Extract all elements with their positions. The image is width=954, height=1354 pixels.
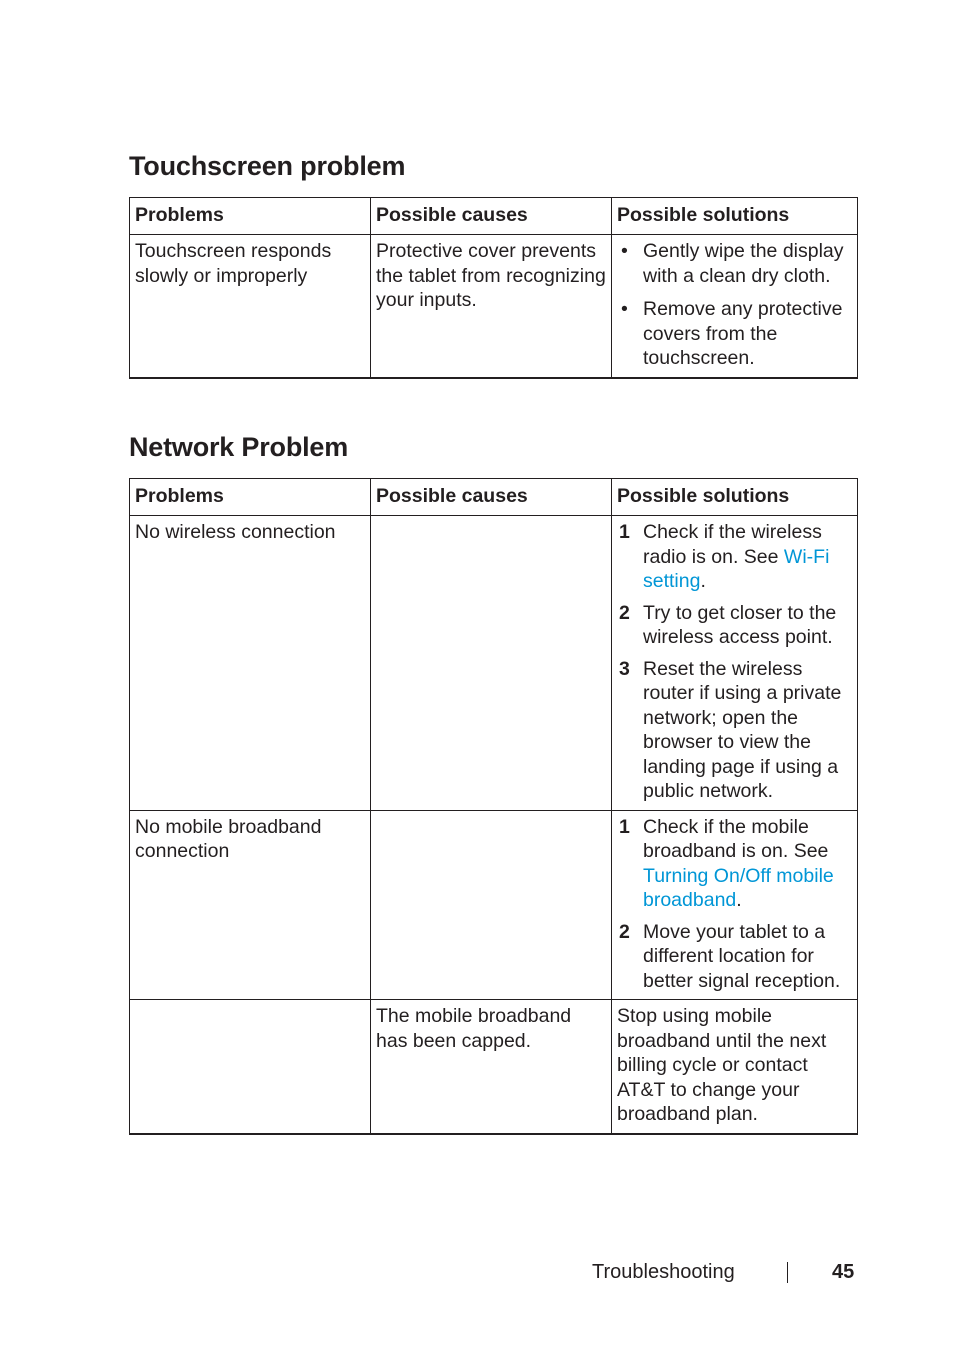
touchscreen-table — [129, 197, 858, 379]
cause-cell: The mobile broadband has been capped. — [371, 1000, 612, 1134]
touchscreen-section-title: Touchscreen problem — [129, 151, 406, 181]
solution-text: Gently wipe the display with a clean dry cloth. — [643, 240, 844, 287]
header-possible-solutions: Possible solutions — [612, 198, 858, 235]
solutions-list — [617, 520, 852, 804]
cause-cell — [371, 810, 612, 1000]
problem-cell: No mobile broadband connection — [130, 810, 371, 1000]
solutions-cell: Stop using mobile broadband until the next billing cycle or contact AT&T to change your broadband plan. — [612, 1000, 858, 1134]
step-text: Move your tablet to a different location for better signal reception. — [643, 920, 841, 992]
table-header-row — [130, 479, 858, 516]
bullet-marker: • — [621, 298, 628, 320]
step-text: Reset the wireless router if using a private network; open the browser to view the landing page if using a public network. — [643, 657, 842, 802]
header-possible-solutions: Possible solutions — [612, 479, 858, 516]
header-possible-causes: Possible causes — [371, 479, 612, 516]
mobile-broadband-link[interactable]: Turning On/Off mobile broadband — [643, 864, 834, 911]
cause-cell — [371, 516, 612, 811]
wifi-setting-link[interactable]: Wi-Fi setting — [643, 545, 830, 592]
step-number: 1 — [619, 815, 630, 838]
footer-section-name: Troubleshooting — [592, 1261, 735, 1283]
network-section-title: Network Problem — [129, 432, 349, 462]
header-problems: Problems — [130, 479, 371, 516]
problem-cell: Touchscreen responds slowly or improperly — [130, 235, 371, 378]
table-row — [130, 516, 858, 811]
list-item — [617, 920, 852, 994]
list-item — [617, 297, 852, 371]
table-row — [130, 810, 858, 1000]
table-row — [130, 235, 858, 378]
page-number: 45 — [832, 1261, 855, 1283]
solutions-cell — [612, 810, 858, 1000]
network-table — [129, 478, 858, 1135]
step-punctuation: . — [700, 570, 706, 592]
problem-cell: No wireless connection — [130, 516, 371, 811]
header-possible-causes: Possible causes — [371, 198, 612, 235]
list-item — [617, 815, 852, 913]
step-text: Try to get closer to the wireless access point. — [643, 601, 837, 648]
step-text: Check if the wireless radio is on. See — [643, 521, 822, 568]
solution-text: Remove any protective covers from the touchscreen. — [643, 298, 843, 369]
list-item — [617, 601, 852, 650]
table-row — [130, 1000, 858, 1134]
step-number: 1 — [619, 521, 630, 543]
step-punctuation: . — [736, 889, 742, 911]
problem-cell — [130, 1000, 371, 1134]
step-number: 2 — [619, 920, 630, 943]
solutions-list — [617, 815, 852, 994]
footer-divider — [787, 1262, 788, 1283]
header-problems: Problems — [130, 198, 371, 235]
list-item — [617, 239, 852, 288]
list-item — [617, 657, 852, 804]
list-item — [617, 520, 852, 594]
step-number: 3 — [619, 657, 630, 680]
solutions-cell — [612, 235, 858, 378]
table-header-row — [130, 198, 858, 235]
cause-cell: Protective cover prevents the tablet from recognizing your inputs. — [371, 235, 612, 378]
bullet-marker: • — [621, 240, 628, 262]
step-text: Check if the mobile broadband is on. See — [643, 815, 829, 862]
solutions-cell — [612, 516, 858, 811]
step-number: 2 — [619, 601, 630, 624]
solutions-list — [617, 239, 852, 371]
